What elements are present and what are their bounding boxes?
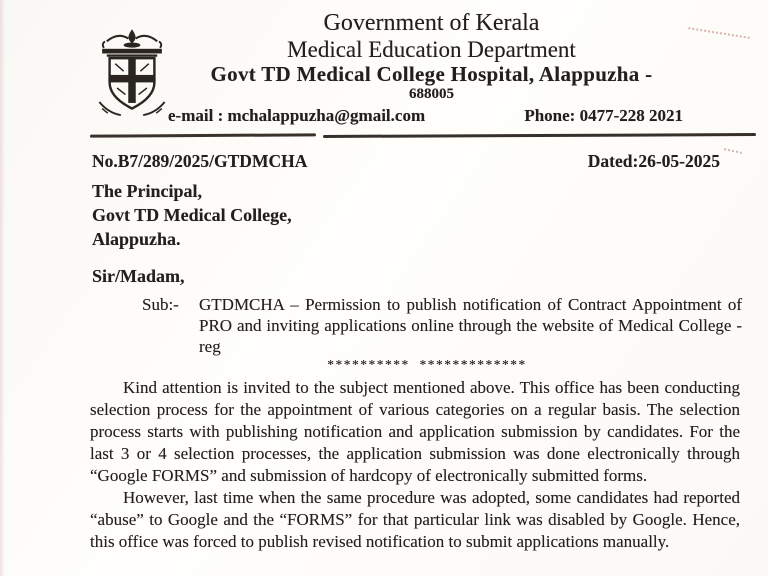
pincode: 688005 <box>409 86 454 102</box>
scan-artifact-dots <box>724 148 742 154</box>
reference-number: No.B7/289/2025/GTDMCHA <box>92 151 308 171</box>
college-emblem-icon <box>90 26 174 122</box>
letterhead-divider <box>90 134 756 137</box>
department-title: Medical Education Department <box>287 37 576 62</box>
salutation: Sir/Madam, <box>92 266 185 286</box>
addressee-line: Alappuzha. <box>92 229 181 249</box>
body-paragraph-2: However, last time when the same procedure was adopted, some candidates had reported “abuse” to Google and the “FORMS” for that particular link was disabled by Google. Hence, this office was forced to publish revised notification to submit applications manually. <box>90 488 740 551</box>
government-title: Government of Kerala <box>323 10 540 36</box>
divider-segment-left <box>90 133 316 137</box>
asterisk-separator: ********** ************* <box>327 357 527 372</box>
email-text: e-mail : mchalappuzha@gmail.com <box>168 106 426 125</box>
addressee-block <box>92 179 768 251</box>
subject-block <box>142 294 742 357</box>
scan-artifact-speckle <box>688 27 750 39</box>
addressee-line: The Principal, <box>92 181 203 201</box>
letterhead <box>170 0 693 103</box>
body-paragraph-1: Kind attention is invited to the subject mentioned above. This office has been conducting selection process for the appointment of various categories on a regular basis. The selection process starts with publishing notification and application submission by candidates. For the last 3 or 4 selection processes, the application submission was done electronically through “Google FORMS” and submission of hardcopy of electronically submitted forms. <box>90 378 740 485</box>
addressee-line: Govt TD Medical College, <box>92 205 292 225</box>
college-name: Govt TD Medical College Hospital, Alappuzha - <box>210 62 653 86</box>
letter-date: Dated:26-05-2025 <box>587 151 720 171</box>
subject-text: GTDMCHA – Permission to publish notification of Contract Appointment of PRO and inviting applications online through the website of Medical College - reg <box>199 295 742 356</box>
subject-label: Sub:- <box>142 295 179 314</box>
reference-row <box>92 151 720 172</box>
phone-text: Phone: 0477-228 2021 <box>524 106 683 125</box>
contact-row <box>168 106 683 126</box>
divider-segment-right <box>323 133 756 138</box>
